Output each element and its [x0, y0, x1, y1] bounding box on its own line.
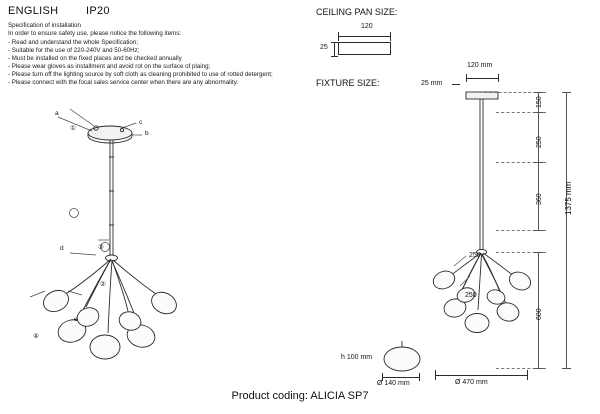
callout-e: e: [74, 316, 78, 323]
callout-b: b: [145, 130, 149, 137]
segment-150-label: 150: [536, 96, 543, 108]
arm-dimension-a: 250: [469, 252, 481, 259]
canopy-height-label: 25 mm: [421, 80, 443, 87]
fixture-size-title: FIXTURE SIZE:: [316, 78, 380, 88]
spec-item-2: - Suitable for the use of 220-240V and 50-60Hz;: [8, 47, 140, 54]
total-height-label: 1375 mm: [564, 181, 573, 215]
spec-intro: In order to ensure safety use, please notice the following items:: [8, 30, 182, 37]
language-label: ENGLISH: [8, 5, 59, 17]
ip-rating-label: IP20: [86, 5, 110, 17]
shade-diameter-label: Ø 140 mm: [377, 380, 410, 387]
callout-marker-2: ②: [100, 281, 106, 288]
segment-250-label: 250: [536, 136, 543, 148]
shade-height-label: h 100 mm: [341, 354, 373, 361]
fixture-perspective-drawing: [10, 95, 300, 400]
spec-item-6: - Please connect with the focal sales service center when there are any abnormality.: [8, 79, 238, 86]
callout-marker-4: ④: [33, 333, 39, 340]
arm-dimension-b: 250: [465, 292, 477, 299]
spec-item-3: - Must be installed on the fixed places and be checked annually: [8, 55, 182, 62]
ceiling-pan-shape: [338, 42, 392, 56]
overall-diameter-label: Ø 470 mm: [455, 379, 488, 386]
callout-d: d: [60, 245, 64, 252]
callout-c: c: [139, 119, 143, 126]
shade-detail-drawing: [380, 345, 428, 375]
spec-item-4: - Please wear gloves as installment and avoid rot on the surface of plaing;: [8, 63, 211, 70]
spec-item-1: - Read and understand the whole Specification;: [8, 39, 139, 46]
ceiling-pan-title: CEILING PAN SIZE:: [316, 7, 398, 17]
product-coding: Product coding: ALICIA SP7: [231, 390, 369, 402]
ceiling-pan-height-label: 25: [320, 44, 328, 51]
callout-a: a: [55, 110, 59, 117]
callout-marker-1: ①: [70, 125, 76, 132]
ceiling-pan-width-label: 120: [361, 23, 373, 30]
segment-600-label: 600: [536, 308, 543, 320]
segment-360-label: 360: [536, 193, 543, 205]
spec-title: Specification of installation: [8, 22, 81, 29]
rod-diameter-label: 120 mm: [467, 62, 493, 69]
spec-item-5: - Please turn off the lighting source by soft cloth as cleaning prohibited to use of rotted detergent;: [8, 71, 273, 78]
callout-marker-3: ③: [98, 244, 104, 251]
